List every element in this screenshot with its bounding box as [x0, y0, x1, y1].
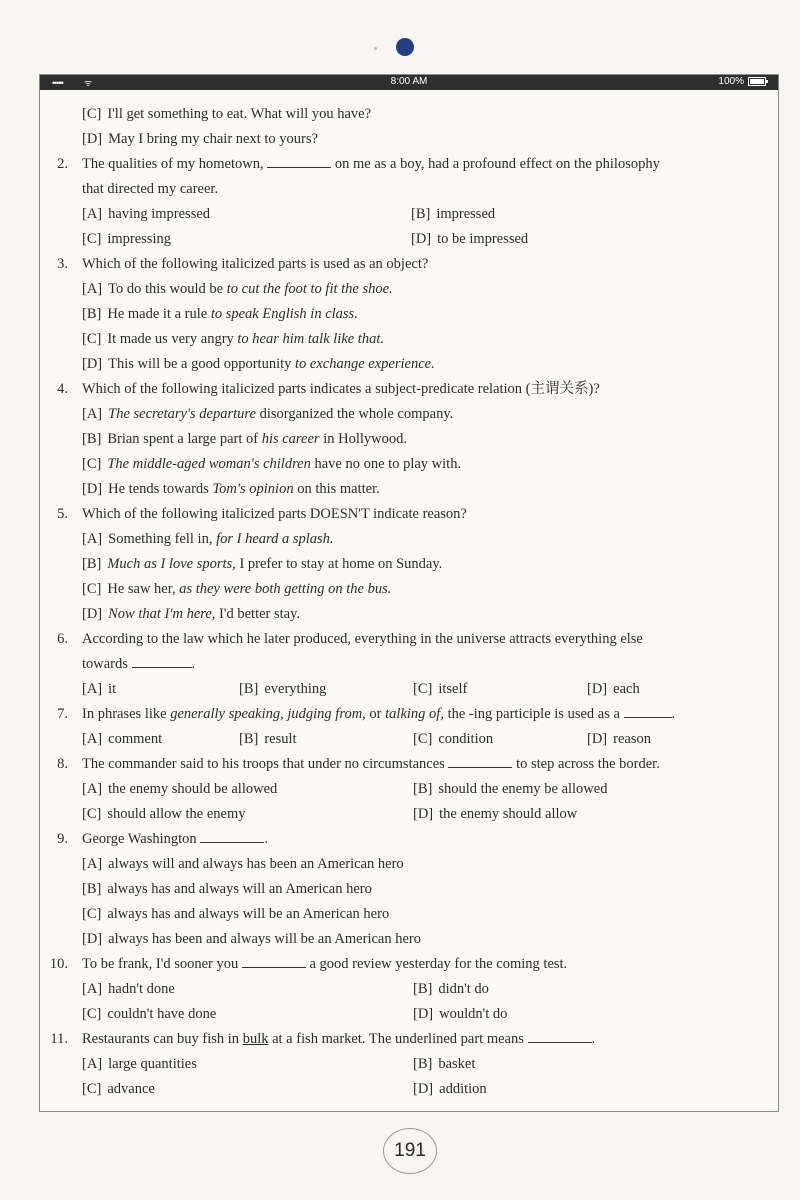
status-time: 8:00 AM [390, 76, 428, 87]
question-1-option-c: [C] I'll get something to eat. What will you have? [82, 106, 372, 122]
question-4-option-d: [D] He tends towards Tom's opinion on this matter. [82, 481, 380, 497]
question-number: 2. [57, 156, 68, 172]
question-7-stem: 7. In phrases like generally speaking, judging from, or talking of, the -ing participle is used as a . [40, 702, 778, 726]
answer-blank [528, 1027, 592, 1043]
option-b: [B] impressed [411, 206, 496, 222]
question-8-options-row2: [C] should allow the enemy [D] the enemy should allow [82, 806, 578, 822]
page-number: 191 [394, 1140, 426, 1161]
underlined-word: bulk [242, 1031, 269, 1047]
page-number-badge [383, 1128, 437, 1174]
option-d: [D] to be impressed [411, 231, 529, 247]
device-screen [39, 74, 779, 1112]
question-11-options-row1: [A] large quantities [B] basket [82, 1056, 476, 1072]
question-3-stem: 3. Which of the following italicized parts is used as an object? [57, 256, 429, 272]
question-2-options-row2 [40, 227, 778, 251]
answer-blank [624, 702, 672, 718]
battery-indicator [718, 76, 766, 87]
question-3-option-b: [B] He made it a rule to speak English in class. [82, 306, 358, 322]
question-11-stem: 11. Restaurants can buy fish in bulk at a fish market. The underlined part means . [40, 1027, 778, 1051]
option-c: [C] impressing [82, 231, 171, 247]
answer-blank [200, 827, 264, 843]
question-6-stem-cont: towards . [40, 652, 778, 676]
question-5-option-c: [C] He saw her, as they were both getting on the bus. [82, 581, 392, 597]
question-6-stem: 6. According to the law which he later produced, everything in the universe attracts everything else [57, 631, 643, 647]
camera-dot-icon [396, 38, 414, 56]
question-5-stem: 5. Which of the following italicized parts DOESN'T indicate reason? [57, 506, 467, 522]
question-10-options-row1: [A] hadn't done [B] didn't do [82, 981, 489, 997]
question-9-stem: 9. George Washington . [40, 827, 778, 851]
question-3-option-c: [C] It made us very angry to hear him talk like that. [82, 331, 384, 347]
question-5-option-a: [A] Something fell in, for I heard a splash. [82, 531, 334, 547]
question-9-option-d: [D] always has been and always will be an American hero [82, 931, 421, 947]
question-4-option-a: [A] The secretary's departure disorganized the whole company. [82, 406, 454, 422]
wifi-icon: ᯤ [84, 78, 93, 88]
question-1-option-d: [D] May I bring my chair next to yours? [82, 131, 318, 147]
question-9-option-a: [A] always will and always has been an American hero [82, 856, 404, 872]
question-3-option-d: [D] This will be a good opportunity to exchange experience. [82, 356, 435, 372]
question-3-option-a: [A] To do this would be to cut the foot to fit the shoe. [82, 281, 393, 297]
answer-blank [448, 752, 512, 768]
question-8-options-row1: [A] the enemy should be allowed [B] should the enemy be allowed [82, 781, 608, 797]
question-4-option-b: [B] Brian spent a large part of his career in Hollywood. [82, 431, 407, 447]
question-4-option-c: [C] The middle-aged woman's children have no one to play with. [82, 456, 462, 472]
signal-icon: ••••• [52, 78, 63, 88]
battery-percent: 100% [718, 76, 744, 87]
question-9-option-b: [B] always has and always will an American hero [82, 881, 372, 897]
question-9-option-c: [C] always has and always will be an American hero [82, 906, 390, 922]
question-2-options-row1 [40, 202, 778, 226]
status-bar [40, 75, 778, 90]
small-dot-icon [374, 47, 377, 50]
question-5-option-b: [B] Much as I love sports, I prefer to stay at home on Sunday. [82, 556, 443, 572]
question-5-option-d: [D] Now that I'm here, I'd better stay. [82, 606, 301, 622]
battery-icon [748, 77, 766, 86]
question-7-options: [A] comment [B] result [C] condition [D] reason [82, 731, 651, 747]
answer-blank [132, 652, 192, 668]
question-6-options: [A] it [B] everything [C] itself [D] each [82, 681, 640, 697]
answer-blank [267, 152, 331, 168]
question-4-stem: 4. Which of the following italicized parts indicates a subject-predicate relation (主谓关系)? [57, 381, 600, 397]
question-10-options-row2: [C] couldn't have done [D] wouldn't do [82, 1006, 508, 1022]
question-2-stem-cont: that directed my career. [82, 181, 219, 197]
answer-blank [242, 952, 306, 968]
question-8-stem: 8. The commander said to his troops that under no circumstances to step across the border. [40, 752, 778, 776]
question-11-options-row2: [C] advance [D] addition [82, 1081, 487, 1097]
option-a: [A] having impressed [82, 206, 211, 222]
question-2-stem: 2. The qualities of my hometown, on me as a boy, had a profound effect on the philosophy [40, 152, 778, 176]
question-10-stem: 10. To be frank, I'd sooner you a good review yesterday for the coming test. [40, 952, 778, 976]
